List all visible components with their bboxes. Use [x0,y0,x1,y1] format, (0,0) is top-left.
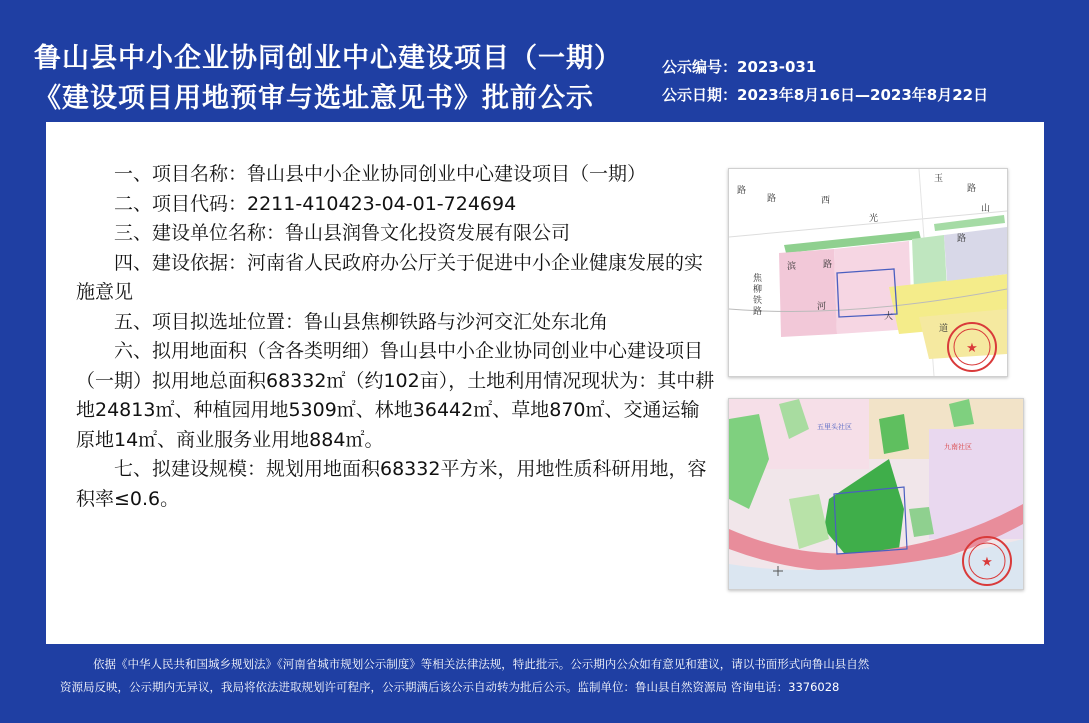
footer-line-2: 资源局反映，公示期内无异议，我局将依法进取规划许可程序，公示期满后该公示自动转为批后公示。监制单位：鲁山县自然资源局 咨询电话：3376028 [60,680,840,694]
map1-label-liu: 柳 [753,285,763,295]
footer-line-1: 依据《中华人民共和国城乡规划法》《河南省城市规划公示制度》等相关法律法规，特此批示。公示期内公众如有意见和建议，请以书面形式向鲁山县自然 [93,657,870,671]
map1-label-lu2: 路 [767,194,777,204]
map1-label-lu5: 路 [823,260,833,270]
item-project-name: 一、项目名称：鲁山县中小企业协同创业中心建设项目（一期） [114,163,647,185]
item-project-code: 二、项目代码：2211-410423-04-01-724694 [114,192,517,215]
map1-label-lu3: 路 [967,184,977,194]
map1-label-lu4: 路 [957,234,967,244]
title-line-2: 《建设项目用地预审与选址意见书》批前公示 [34,83,594,114]
notice-body [76,160,716,514]
notice-date: 公示日期：2023年8月16日—2023年8月22日 [662,86,989,104]
content-panel [46,122,1044,644]
map1-label-yu: 玉 [934,174,944,184]
svg-text:★: ★ [981,555,993,570]
location-map [728,168,1008,377]
item-scale: 七、拟建设规模：规划用地面积68332平方米，用地性质科研用地，容积率≤0.6。 [76,458,707,510]
item-builder: 三、建设单位名称：鲁山县润鲁文化投资发展有限公司 [114,222,571,244]
item-basis: 四、建设依据：河南省人民政府办公厅关于促进中小企业健康发展的实施意见 [76,251,704,303]
map1-label-jiao: 焦 [753,274,763,284]
item-location: 五、项目拟选址位置：鲁山县焦柳铁路与沙河交汇处东北角 [114,310,609,333]
land-use-map [728,398,1024,590]
map1-label-lu1: 路 [737,186,747,196]
map2-label-community2: 九南社区 [944,443,972,451]
map1-label-bin: 滨 [787,262,797,272]
svg-text:★: ★ [966,341,978,356]
map1-label-xi: 西 [821,196,831,206]
item-land-area: 六、拟用地面积（含各类明细）鲁山县中小企业协同创业中心建设项目（一期）拟用地总面积68332㎡（约102亩），土地利用情况现状为：其中耕地24813㎡、种植园用地5309㎡、林地36442㎡、草地870㎡、交通运输原地14㎡、商业服务业用地884㎡。 [76,340,715,451]
map1-label-da: 大 [884,312,894,322]
map1-label-shan: 山 [981,204,991,214]
notice-number: 公示编号：2023-031 [662,58,817,76]
map1-label-he: 河 [817,302,827,312]
map1-label-dao: 道 [939,324,949,334]
title-line-1: 鲁山县中小企业协同创业中心建设项目（一期） [34,43,622,74]
map1-label-tie: 铁 [753,296,763,306]
map1-label-guang: 光 [869,214,879,224]
map2-label-community1: 五里头社区 [817,423,852,431]
map1-label-lu6: 路 [753,307,763,317]
